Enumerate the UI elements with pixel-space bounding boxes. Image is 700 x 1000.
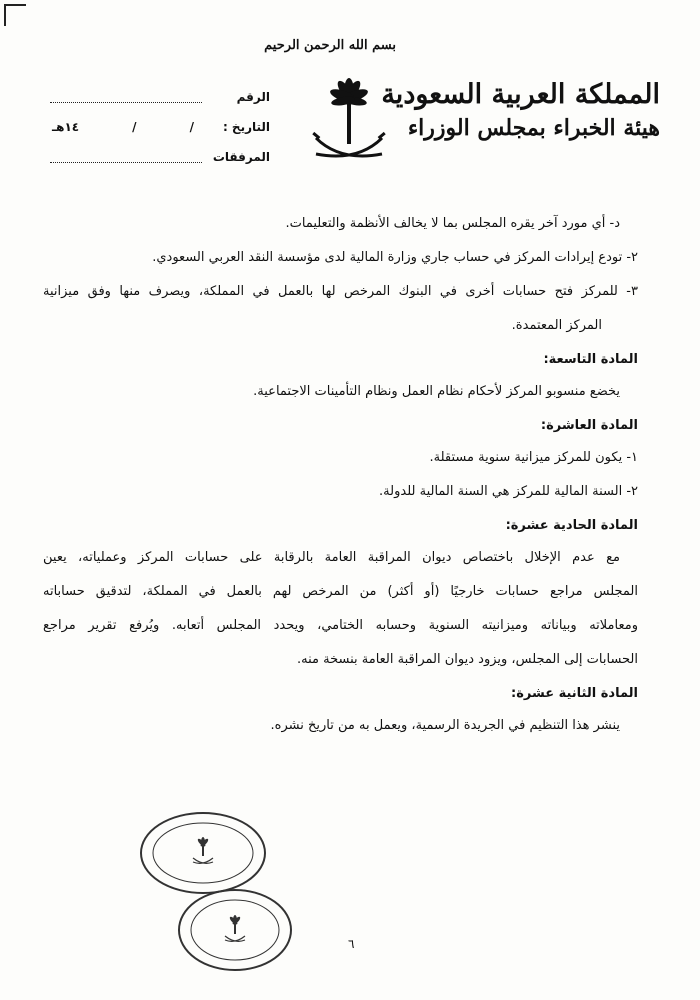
article-11-line-3: ومعاملاته وبياناته وميزانيته السنوية وحسابه الختامي، ويحدد المجلس أتعابه. ويُرفع تقرير مراجع <box>43 618 638 633</box>
attachments-blank <box>50 152 202 163</box>
article-10-item-2: ٢- السنة المالية للمركز هي السنة المالية للدولة. <box>379 484 638 499</box>
date-blank <box>50 120 208 134</box>
stamp-emblem-icon <box>193 837 213 863</box>
reference-fields <box>50 82 270 172</box>
article-11-title: المادة الحادية عشرة: <box>505 518 638 533</box>
kingdom-name: المملكة العربية السعودية <box>381 79 660 110</box>
letterhead <box>381 78 660 144</box>
document-body <box>43 212 638 748</box>
item-3-line-1: ٣- للمركز فتح حسابات أخرى في البنوك المرخص لها بالعمل في المملكة، ويصرف منها وفق ميزانية <box>43 284 638 299</box>
saudi-emblem-icon <box>310 70 388 170</box>
article-12-text: ينشر هذا التنظيم في الجريدة الرسمية، ويعمل به من تاريخ نشره. <box>270 718 620 733</box>
article-10-title: المادة العاشرة: <box>540 418 638 433</box>
date-sep-1: / <box>189 120 194 134</box>
item-2: ٢- تودع إيرادات المركز في حساب جاري وزارة المالية لدى مؤسسة النقد العربي السعودي. <box>152 250 638 265</box>
item-d: د- أي مورد آخر يقره المجلس بما لا يخالف الأنظمة والتعليمات. <box>285 216 620 231</box>
item-3-line-2: المركز المعتمدة. <box>511 318 602 333</box>
council-stamp <box>138 808 268 898</box>
page-number: ٦ <box>348 937 355 951</box>
article-9-text: يخضع منسوبو المركز لأحكام نظام العمل ونظام التأمينات الاجتماعية. <box>253 384 620 399</box>
attachments-label: المرفقات <box>212 150 270 164</box>
basmala: بسم الله الرحمن الرحيم <box>264 38 396 53</box>
article-11-line-2: المجلس مراجع حسابات خارجيًا (أو أكثر) من المرخص لهم بالعمل في المملكة، لتدقيق حساباته <box>43 584 638 599</box>
reference-number-blank <box>50 92 202 103</box>
date-year-suffix: ١٤هـ <box>52 120 80 134</box>
date-sep-2: / <box>132 120 137 134</box>
stamp-emblem-icon <box>225 915 245 941</box>
attachments-row <box>50 142 270 172</box>
date-label: التاريخ : <box>222 120 270 134</box>
article-11-line-1: مع عدم الإخلال باختصاص ديوان المراقبة العامة بالرقابة على حسابات المركز وعملياته، يعين <box>43 550 620 565</box>
article-10-item-1: ١- يكون للمركز ميزانية سنوية مستقلة. <box>429 450 638 465</box>
council-name: هيئة الخبراء بمجلس الوزراء <box>407 115 660 141</box>
article-9-title: المادة التاسعة: <box>543 352 638 367</box>
reference-number-label: الرقم <box>236 90 270 104</box>
date-row <box>50 112 270 142</box>
corner-mark <box>4 4 26 26</box>
article-12-title: المادة الثانية عشرة: <box>511 686 638 701</box>
secretariat-stamp <box>176 886 294 974</box>
article-11-line-4: الحسابات إلى المجلس، ويزود ديوان المراقبة العامة بنسخة منه. <box>297 652 638 667</box>
reference-number-row <box>50 82 270 112</box>
